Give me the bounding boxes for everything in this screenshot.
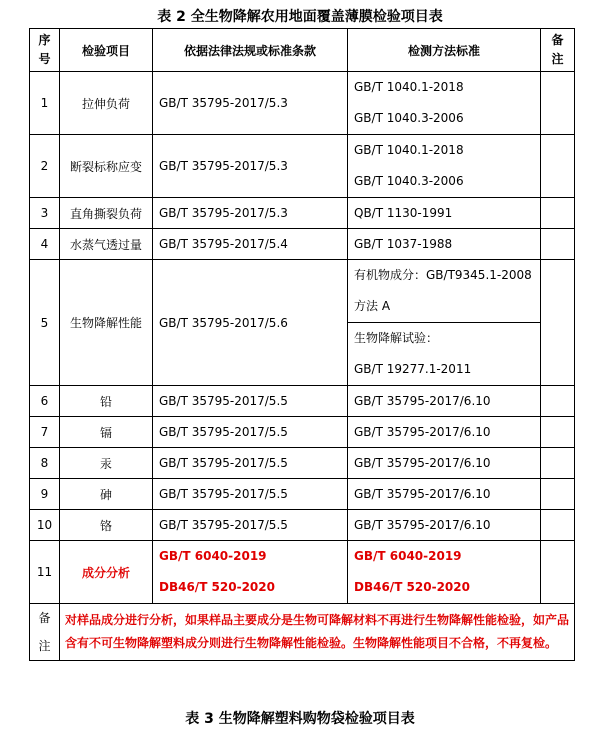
table-row	[30, 229, 575, 260]
header-index: 序 号	[30, 29, 60, 72]
row-method: GB/T 35795-2017/6.10	[348, 386, 541, 417]
row-method	[348, 260, 541, 323]
row-item: 铬	[60, 510, 153, 541]
header-basis: 依据法律法规或标准条款	[153, 29, 348, 72]
row-method: GB/T 1037-1988	[348, 229, 541, 260]
row-index: 6	[30, 386, 60, 417]
row-item: 成分分析	[60, 541, 153, 604]
row-note	[541, 417, 575, 448]
basis-line: GB/T 6040-2019	[159, 549, 267, 563]
row-item: 水蒸气透过量	[60, 229, 153, 260]
method-line: GB/T 19277.1-2011	[354, 362, 472, 376]
table-row	[30, 135, 575, 198]
row-method: GB/T 35795-2017/6.10	[348, 417, 541, 448]
table-row	[30, 510, 575, 541]
remark-label: 备 注	[30, 604, 60, 661]
row-note	[541, 72, 575, 135]
row-index: 9	[30, 479, 60, 510]
row-basis	[153, 541, 348, 604]
table-row	[30, 260, 575, 323]
header-item: 检验项目	[60, 29, 153, 72]
table-row	[30, 198, 575, 229]
row-note	[541, 229, 575, 260]
row-item: 生物降解性能	[60, 260, 153, 386]
row-note	[541, 260, 575, 386]
basis-line: DB46/T 520-2020	[159, 580, 275, 594]
header-note: 备 注	[541, 29, 575, 72]
row-note	[541, 541, 575, 604]
row-index: 2	[30, 135, 60, 198]
header-method: 检测方法标准	[348, 29, 541, 72]
row-method	[348, 541, 541, 604]
row-method	[348, 72, 541, 135]
row-note	[541, 479, 575, 510]
row-note	[541, 448, 575, 479]
row-method: GB/T 35795-2017/6.10	[348, 448, 541, 479]
row-item: 汞	[60, 448, 153, 479]
method-line: 生物降解试验：	[354, 331, 439, 345]
row-index: 5	[30, 260, 60, 386]
table-3-title: 表 3 生物降解塑料购物袋检验项目表	[185, 711, 415, 727]
method-line: GB/T 1040.3-2006	[354, 111, 464, 125]
row-basis: GB/T 35795-2017/5.3	[153, 198, 348, 229]
remark-row	[30, 604, 575, 661]
row-item: 砷	[60, 479, 153, 510]
row-basis: GB/T 35795-2017/5.6	[153, 260, 348, 386]
row-note	[541, 386, 575, 417]
row-index: 11	[30, 541, 60, 604]
row-index: 1	[30, 72, 60, 135]
row-method: QB/T 1130-1991	[348, 198, 541, 229]
table-row	[30, 479, 575, 510]
row-index: 7	[30, 417, 60, 448]
row-item: 拉伸负荷	[60, 72, 153, 135]
table-2-title: 表 2 全生物降解农用地面覆盖薄膜检验项目表	[157, 9, 443, 25]
row-basis: GB/T 35795-2017/5.5	[153, 510, 348, 541]
table-row	[30, 386, 575, 417]
row-method	[348, 135, 541, 198]
method-line: 方法 A	[354, 299, 391, 313]
row-index: 4	[30, 229, 60, 260]
method-line: 有机物成分：GB/T9345.1-2008	[354, 268, 532, 282]
row-basis: GB/T 35795-2017/5.5	[153, 386, 348, 417]
row-index: 10	[30, 510, 60, 541]
row-method: GB/T 35795-2017/6.10	[348, 510, 541, 541]
row-method	[348, 323, 541, 386]
table-header-row	[30, 29, 575, 72]
table-row	[30, 72, 575, 135]
row-item: 直角撕裂负荷	[60, 198, 153, 229]
row-basis: GB/T 35795-2017/5.3	[153, 72, 348, 135]
method-line: GB/T 1040.1-2018	[354, 80, 464, 94]
table-row	[30, 448, 575, 479]
row-index: 3	[30, 198, 60, 229]
method-line: GB/T 6040-2019	[354, 549, 462, 563]
table-row	[30, 541, 575, 604]
method-line: GB/T 1040.1-2018	[354, 143, 464, 157]
inspection-table	[29, 28, 575, 661]
row-note	[541, 198, 575, 229]
row-basis: GB/T 35795-2017/5.5	[153, 448, 348, 479]
remark-text: 对样品成分进行分析，如果样品主要成分是生物可降解材料不再进行生物降解性能检验，如产品含有不可生物降解塑料成分则进行生物降解性能检验。生物降解性能项目不合格，不再复检。	[60, 604, 575, 661]
method-line: GB/T 1040.3-2006	[354, 174, 464, 188]
row-item: 镉	[60, 417, 153, 448]
table-row	[30, 417, 575, 448]
row-note	[541, 510, 575, 541]
row-item: 断裂标称应变	[60, 135, 153, 198]
row-method: GB/T 35795-2017/6.10	[348, 479, 541, 510]
row-basis: GB/T 35795-2017/5.5	[153, 479, 348, 510]
row-index: 8	[30, 448, 60, 479]
row-basis: GB/T 35795-2017/5.4	[153, 229, 348, 260]
method-line: DB46/T 520-2020	[354, 580, 470, 594]
row-basis: GB/T 35795-2017/5.5	[153, 417, 348, 448]
row-item: 铅	[60, 386, 153, 417]
row-basis: GB/T 35795-2017/5.3	[153, 135, 348, 198]
row-note	[541, 135, 575, 198]
